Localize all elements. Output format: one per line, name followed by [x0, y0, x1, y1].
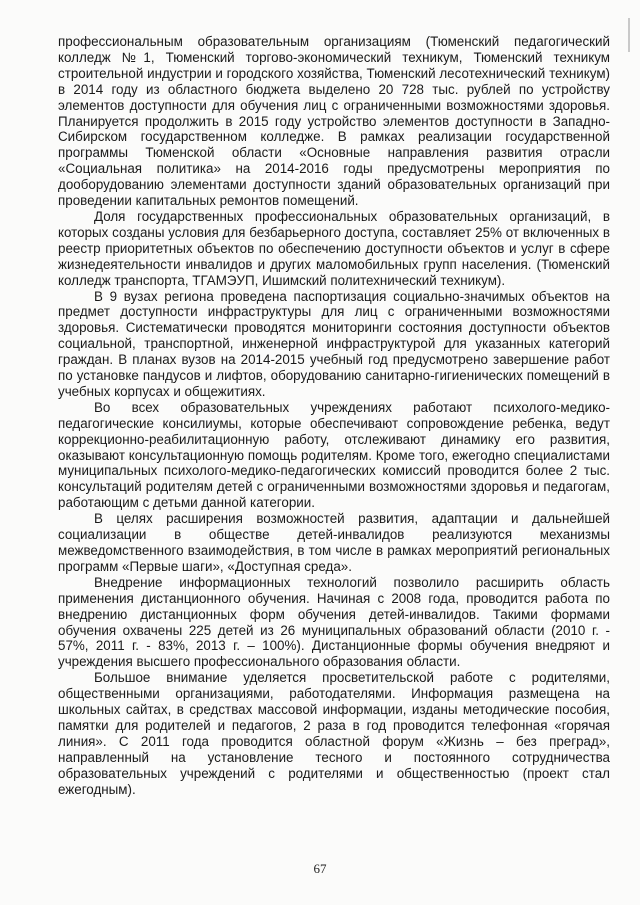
scan-edge-mark [628, 18, 630, 52]
document-body [58, 34, 610, 798]
paragraph-university-passports: В 9 вузах региона проведена паспортизация социально-значимых объектов на предмет доступности инфраструктуры для лиц с ограниченными возможностями здоровья. Систематически проводятся мониторинги состояния доступности объектов социальной, транспортной, инженерной инфраструктурой для указанных категорий граждан. В планах вузов на 2014-2015 учебный год предусмотрено завершение работ по установке пандусов и лифтов, оборудованию санитарно-гигиенических помещений в учебных корпусах и общежитиях. [58, 288, 610, 399]
paragraph-outreach: Большое внимание уделяется просветительской работе с родителями, общественными организациями, работодателями. Информация размещена на школьных сайтах, в средствах массовой информации, изданы методические пособия, памятки для родителей и педагогов, 2 раза в год проводится телефонная «горячая линия». С 2011 года проводится областной форум «Жизнь – без преград», направленный на установление тесного и постоянного сотрудничества образовательных учреждений с родителями и общественностью (проект стал ежегодным). [58, 670, 610, 797]
paragraph-accessibility-share: Доля государственных профессиональных образовательных организаций, в которых созданы условия для безбарьерного доступа, составляет 25% от включенных в реестр приоритетных объектов по обеспечению доступности объектов и услуг в сфере жизнедеятельности инвалидов и других маломобильных групп населения. (Тюменский колледж транспорта, ТГАМЭУП, Ишимский политехнический техникум). [58, 208, 610, 288]
paragraph-consiliums: Во всех образовательных учреждениях работают психолого-медико-педагогические консилиумы, которые обеспечивают сопровождение ребенка, ведут коррекционно-реабилитационную работу, отслеживают динамику его развития, оказывают консультационную помощь родителям. Кроме того, ежегодно специалистами муниципальных психолого-медико-педагогических комиссий проводится более 2 тыс. консультаций родителям детей с ограниченными возможностями здоровья и педагогам, работающим с детьми данной категории. [58, 399, 610, 511]
paragraph-socialization: В целях расширения возможностей развития, адаптации и дальнейшей социализации в обществе детей-инвалидов реализуются механизмы межведомственного взаимодействия, в том числе в рамках мероприятий региональных программ «Первые шаги», «Доступная среда». [58, 511, 610, 574]
page-number: 67 [313, 861, 327, 876]
paragraph-distance-learning: Внедрение информационных технологий позволило расширить область применения дистанционного обучения. Начиная с 2008 года, проводится работа по внедрению дистанционных форм обучения детей-инвалидов. Такими формами обучения охвачены 225 детей из 26 муниципальных образований области (2010 г. - 57%, 2011 г. - 83%, 2013 г. – 100%). Дистанционные формы обучения внедряют и учреждения высшего профессионального образования области. [58, 574, 610, 670]
paragraph-continuation: профессиональным образовательным организациям (Тюменский педагогический колледж №1, Тюменский торгово-экономический техникум, Тюменский техникум строительной индустрии и городского хозяйства, Тюменский лесотехнический техникум) в 2014 году из областного бюджета выделено 20 728 тыс. рублей по устройству элементов доступности для обучения лиц с ограниченными возможностями здоровья. Планируется продолжить в 2015 году устройство элементов доступности в Западно-Сибирском государственном колледже. В рамках реализации государственной программы Тюменской области «Основные направления развития отрасли «Социальная политика» на 2014-2016 годы предусмотрены мероприятия по дооборудованию элементами доступности зданий образовательных организаций при проведении капитальных ремонтов помещений. [58, 34, 610, 209]
